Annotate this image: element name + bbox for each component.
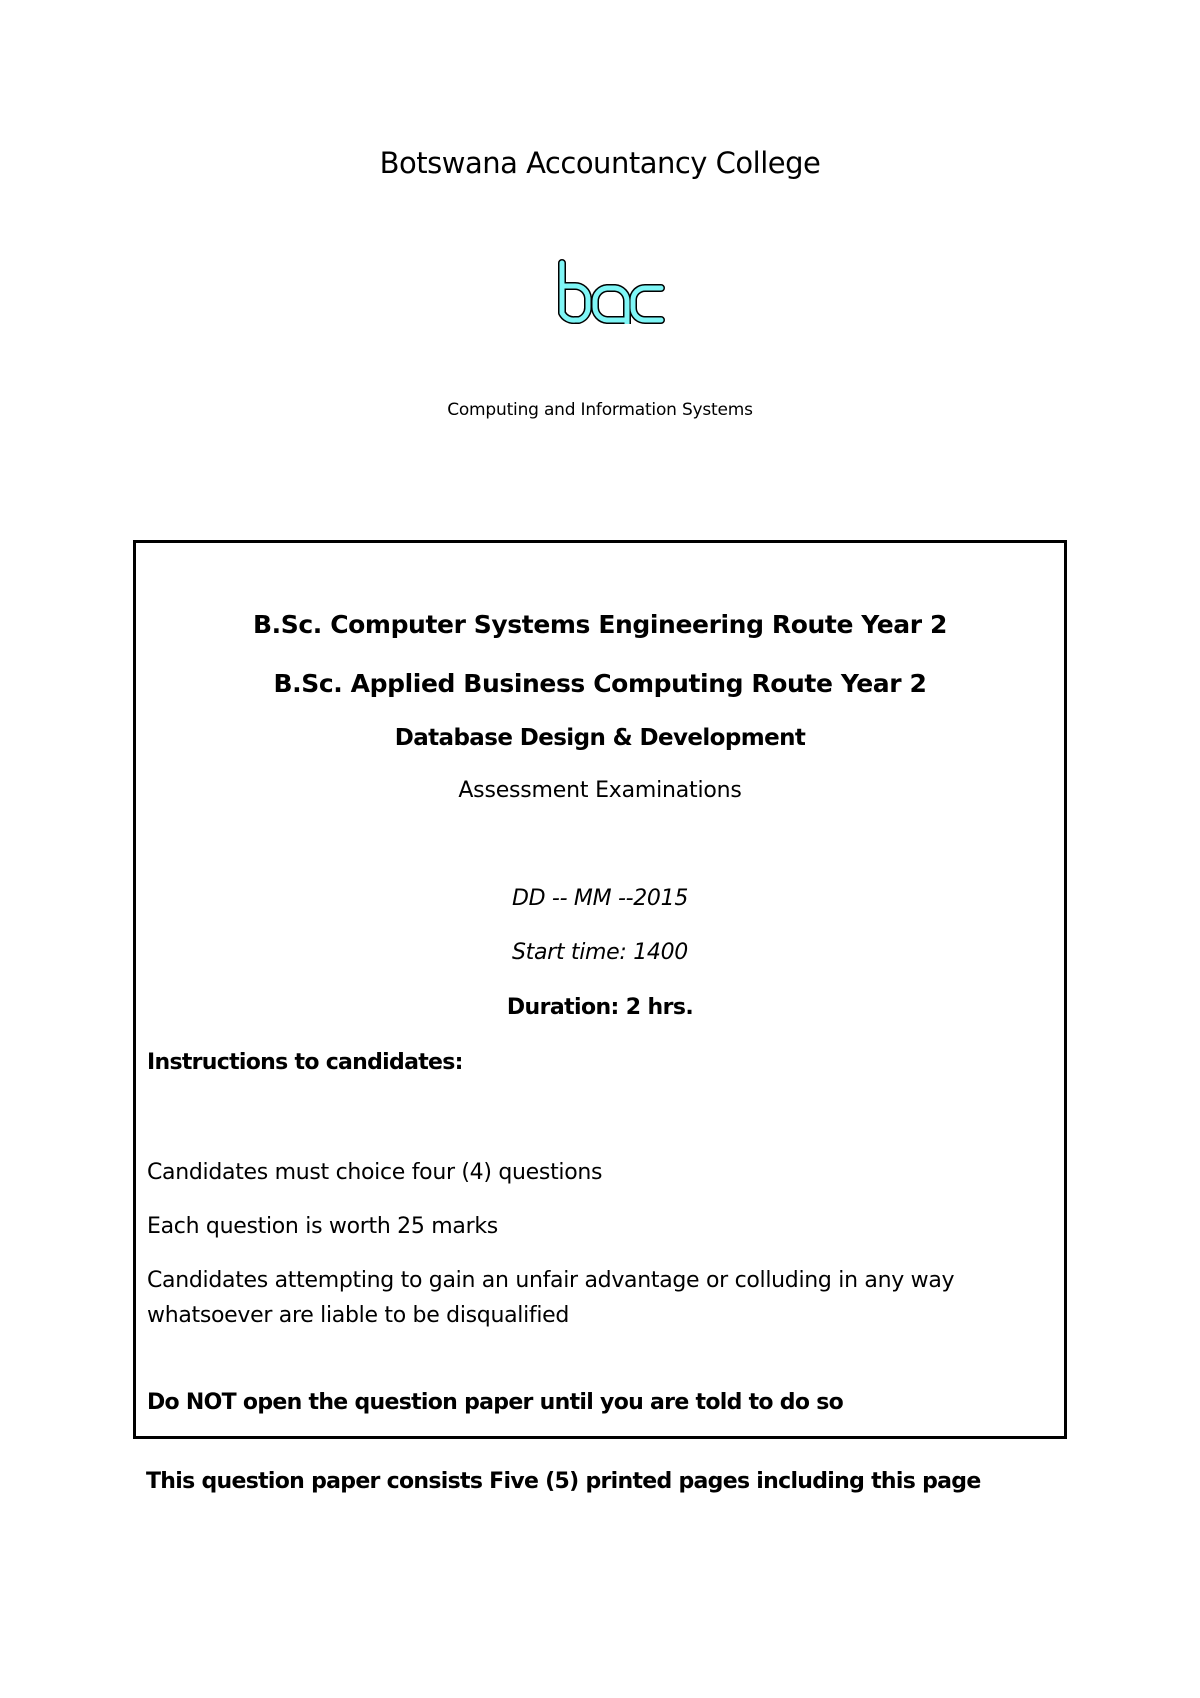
- department-name: Computing and Information Systems: [447, 400, 753, 420]
- module-title: Database Design & Development: [394, 725, 806, 751]
- exam-cover-box: [133, 540, 1067, 1439]
- college-name: Botswana Accountancy College: [379, 146, 821, 180]
- exam-duration: Duration: 2 hrs.: [506, 995, 694, 1020]
- warning-notice: Do NOT open the question paper until you are told to do so: [147, 1390, 844, 1415]
- programme-title-1: B.Sc. Computer Systems Engineering Route Year 2: [253, 610, 947, 639]
- programme-title-2: B.Sc. Applied Business Computing Route Year 2: [273, 669, 927, 698]
- instruction-item: Candidates attempting to gain an unfair advantage or colluding in any way whatsoever are liable to be disqualified: [147, 1268, 955, 1328]
- exam-date: DD -- MM --2015: [511, 886, 689, 911]
- bac-logo: [555, 258, 665, 324]
- instruction-item: Candidates must choice four (4) questions: [147, 1160, 603, 1185]
- exam-type: Assessment Examinations: [458, 778, 742, 803]
- page-count-note: This question paper consists Five (5) printed pages including this page: [146, 1469, 981, 1494]
- instructions-heading: Instructions to candidates:: [147, 1050, 463, 1075]
- instruction-item: Each question is worth 25 marks: [147, 1214, 498, 1239]
- start-time: Start time: 1400: [511, 940, 689, 965]
